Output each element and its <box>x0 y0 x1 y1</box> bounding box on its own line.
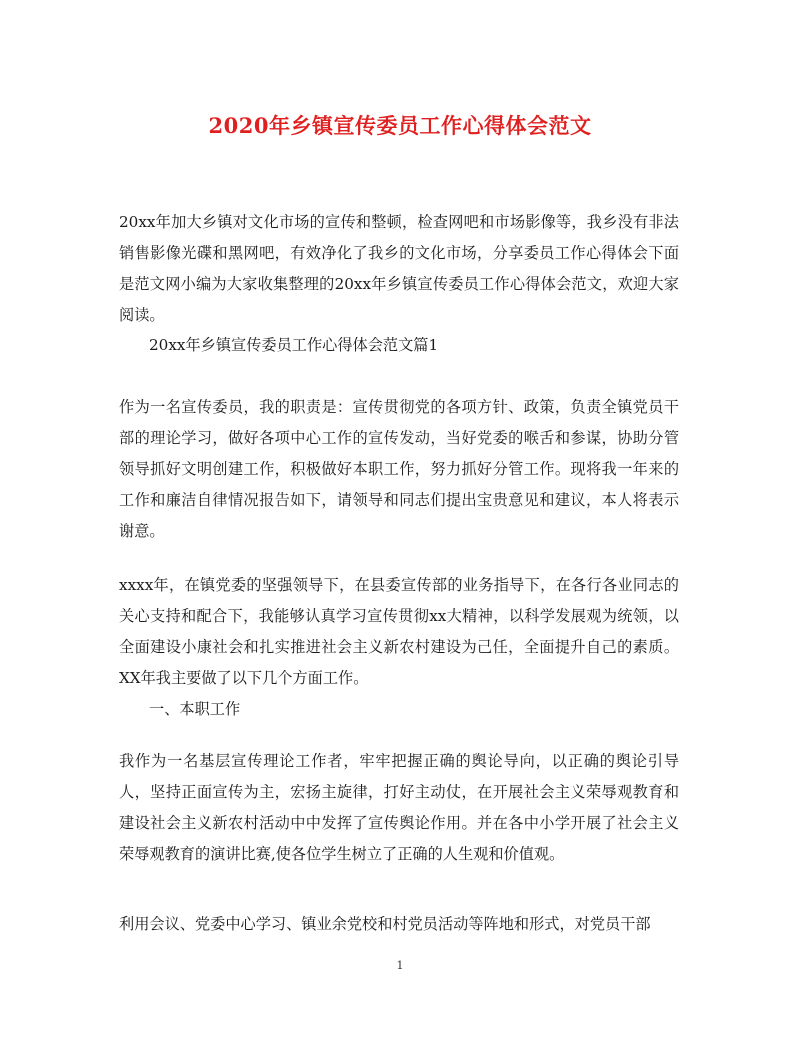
article-heading: 20xx年乡镇宣传委员工作心得体会范文篇1 <box>149 336 439 354</box>
summary-paragraph: xxxx年，在镇党委的坚强领导下，在县委宣传部的业务指导下，在各行各业同志的关心支持和配合下，我能够认真学习宣传贯彻xx大精神，以科学发展观为统领，以全面建设小康社会和扎实推进社会主义新农村建设为己任，全面提升自己的素质。XX年我主要做了以下几个方面工作。 <box>119 576 679 687</box>
section1-paragraph: 我作为一名基层宣传理论工作者，牢牢把握正确的舆论导向，以正确的舆论引导人，坚持正面宣传为主，宏扬主旋律，打好主动仗，在开展社会主义荣辱观教育和建设社会主义新农村活动中中发挥了宣传舆论作用。并在各中小学开展了社会主义荣辱观教育的演讲比赛,使各位学生树立了正确的人生观和价值观。 <box>119 752 679 863</box>
document-title: 2020年乡镇宣传委员工作心得体会范文 <box>208 113 592 138</box>
section1-continuation: 利用会议、党委中心学习、镇业余党校和村党员活动等阵地和形式，对党员干部 <box>119 915 651 933</box>
duties-paragraph: 作为一名宣传委员，我的职责是：宣传贯彻党的各项方针、政策，负责全镇党员干部的理论学习，做好各项中心工作的宣传发动，当好党委的喉舌和参谋，协助分管领导抓好文明创建工作，积极做好本职工作，努力抓好分管工作。现将我一年来的工作和廉洁自律情况报告如下，请领导和同志们提出宝贵意见和建议，本人将表示谢意。 <box>119 398 679 540</box>
page-number: 1 <box>396 959 404 972</box>
intro-paragraph: 20xx年加大乡镇对文化市场的宣传和整顿，检查网吧和市场影像等，我乡没有非法销售影像光碟和黑网吧，有效净化了我乡的文化市场，分享委员工作心得体会下面是范文网小编为大家收集整理的20xx年乡镇宣传委员工作心得体会范文，欢迎大家阅读。 <box>119 213 679 324</box>
section-heading-1: 一、本职工作 <box>149 700 241 718</box>
